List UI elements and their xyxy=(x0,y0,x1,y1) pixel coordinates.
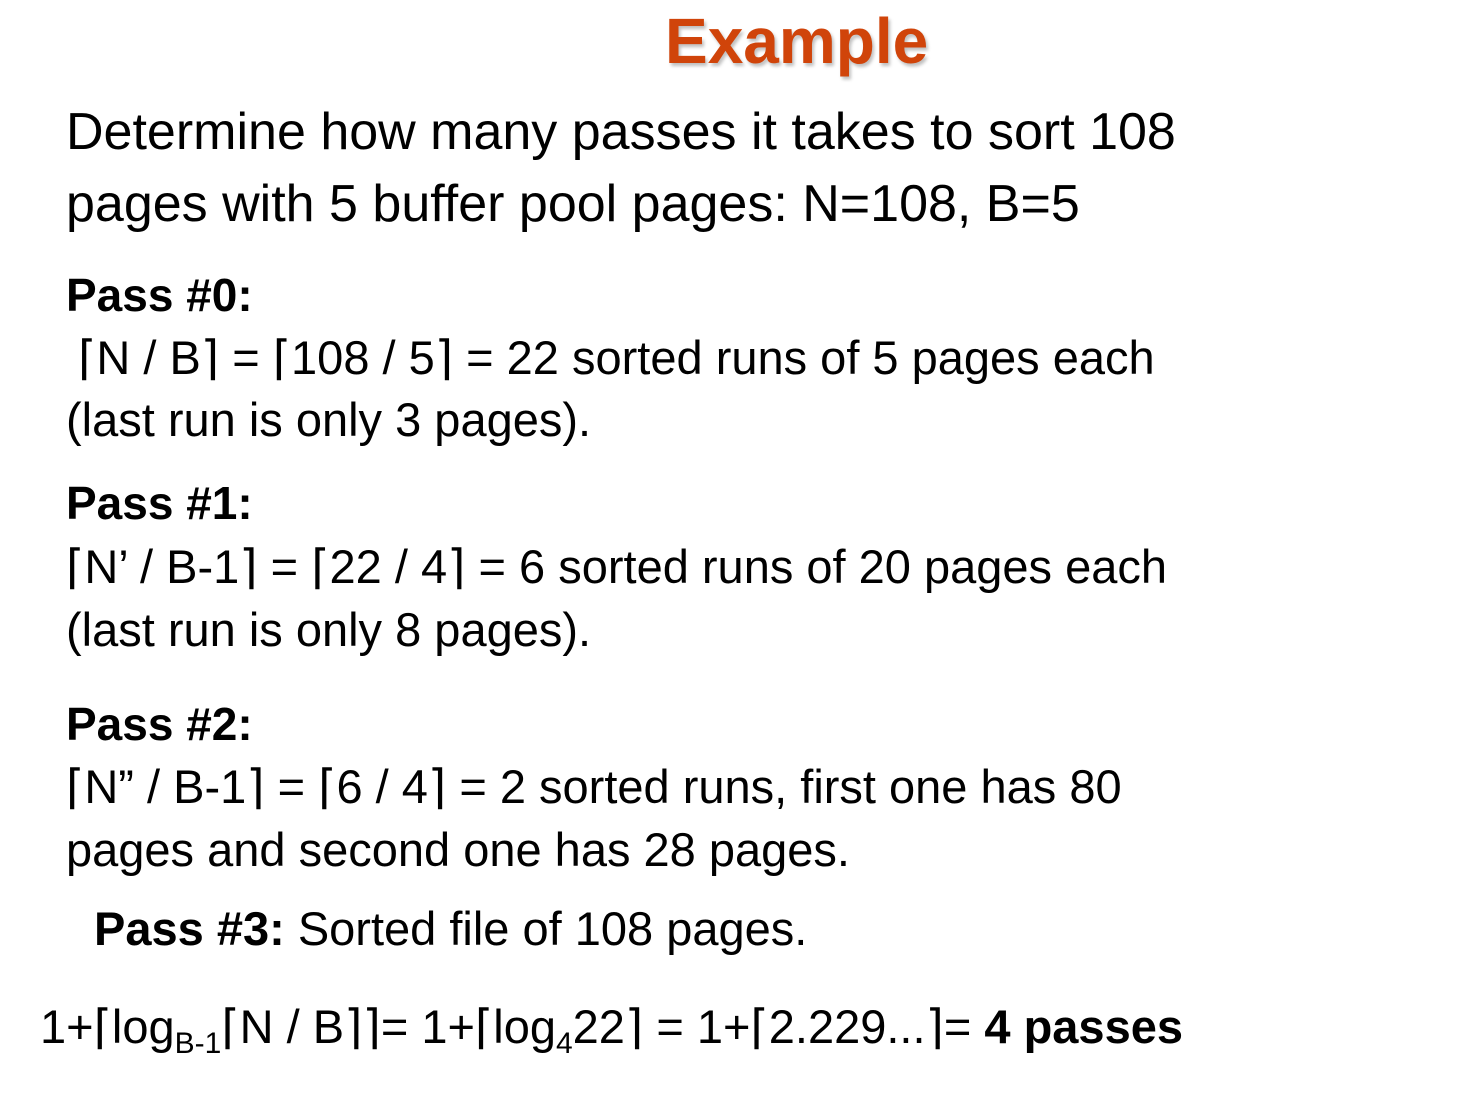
pass-3-heading: Pass #3: xyxy=(94,902,285,955)
pass-1-heading: Pass #1: xyxy=(66,477,253,529)
pass-2-heading: Pass #2: xyxy=(66,698,253,750)
formula-subscript-1: B-1 xyxy=(174,1027,222,1060)
pass-1-line-2: (last run is only 8 pages). xyxy=(66,603,592,656)
formula-subscript-2: 4 xyxy=(555,1027,573,1060)
pass-0-line-2: (last run is only 3 pages). xyxy=(66,393,592,446)
pass-3-text: Sorted file of 108 pages. xyxy=(284,902,808,955)
formula-result: 4 passes xyxy=(984,1000,1183,1053)
formula-part-2: ⌈N / B⌉⌉= 1+⌈log xyxy=(221,1000,556,1053)
pass-3-line xyxy=(94,901,807,956)
pass-0-line-1: ⌈N / B⌉ = ⌈108 / 5⌉ = 22 sorted runs of 5 pages each xyxy=(78,331,1155,384)
formula-part-3: 22⌉ = 1+⌈2.229...⌉= xyxy=(572,1000,985,1053)
intro-line-2: pages with 5 buffer pool pages: N=108, B=5 xyxy=(66,175,1080,233)
pass-0-heading: Pass #0: xyxy=(66,269,253,321)
pass-1-line-1: ⌈N’ / B-1⌉ = ⌈22 / 4⌉ = 6 sorted runs of 20 pages each xyxy=(66,540,1168,593)
pass-2-line-2: pages and second one has 28 pages. xyxy=(66,823,850,876)
slide-title: Example xyxy=(665,5,929,77)
pass-2-line-1: ⌈N” / B-1⌉ = ⌈6 / 4⌉ = 2 sorted runs, first one has 80 xyxy=(66,760,1122,813)
intro-line-1: Determine how many passes it takes to sort 108 xyxy=(66,103,1176,161)
formula-part-1: 1+⌈log xyxy=(40,1000,175,1053)
passes-formula xyxy=(40,999,1183,1060)
